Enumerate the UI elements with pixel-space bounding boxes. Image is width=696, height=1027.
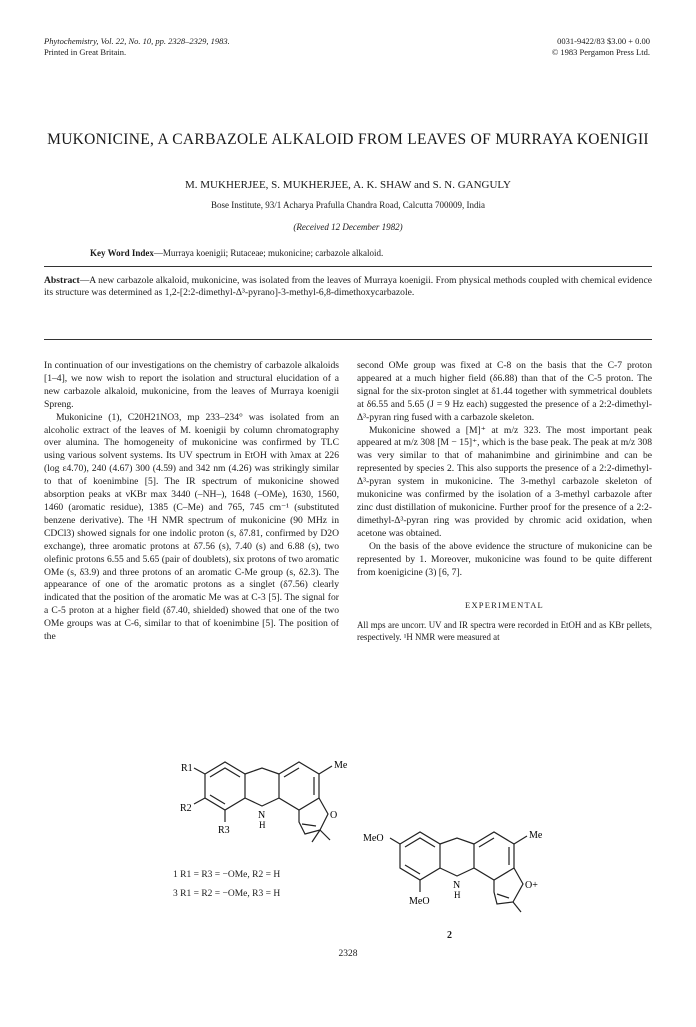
structure-2-number: 2 bbox=[447, 930, 452, 941]
rule-bottom bbox=[44, 339, 652, 340]
me-label: Me bbox=[334, 760, 348, 771]
nitrogen-label: N bbox=[258, 810, 266, 821]
page-number: 2328 bbox=[338, 949, 358, 959]
structure-2-diagram bbox=[355, 822, 555, 932]
oxygen-label: O bbox=[330, 810, 338, 821]
affiliation: Bose Institute, 93/1 Acharya Prafulla Chandra Road, Calcutta 700009, India bbox=[211, 200, 485, 210]
keyword-text: —Murraya koenigii; Rutaceae; mukonicine; carbazole alkaloid. bbox=[153, 248, 384, 258]
experimental-heading: EXPERIMENTAL bbox=[465, 600, 544, 611]
paragraph: Mukonicine showed a [M]⁺ at m/z 323. The most important peak appeared at m/z 308 [M − 15]⁺, which is the base peak. The peak at m/z 308 was very similar to that of mahanimbine and girinimbine and can be represented by species 2. This also supports the presence of a 2:2-dimethyl-Δ³-pyran system in mukonicine. The 3-methyl carbazole skeleton of mukonicine was confirmed by the isolation of a 3-methyl carbazole after zinc dust distillation of mukonicine. Further proof for the presence of a 2:2-dimethyl-Δ³-pyran ring was provided by chromic acid oxidation, when acetone was obtained. bbox=[357, 424, 652, 539]
legend-1: 1 R1 = R3 = −OMe, R2 = H bbox=[173, 870, 281, 880]
legend-3: 3 R1 = R2 = −OMe, R3 = H bbox=[173, 889, 281, 899]
copyright: © 1983 Pergamon Press Ltd. bbox=[551, 47, 650, 57]
r2-label: R2 bbox=[180, 803, 192, 814]
printed-in: Printed in Great Britain. bbox=[44, 47, 127, 57]
r1-label: R1 bbox=[181, 763, 193, 774]
price-code: 0031-9422/83 $3.00 + 0.00 bbox=[557, 36, 650, 46]
abstract bbox=[44, 275, 652, 300]
keyword-index bbox=[90, 248, 383, 258]
title-text: MUKONICINE, A CARBAZOLE ALKALOID FROM LEAVES OF MURRAYA KOENIGII bbox=[47, 131, 649, 148]
running-header-left bbox=[44, 36, 230, 58]
authors: M. MUKHERJEE, S. MUKHERJEE, A. K. SHAW and S. N. GANGULY bbox=[185, 179, 511, 191]
paragraph: second OMe group was fixed at C-8 on the basis that the C-7 proton appeared at a much higher field (δ6.88) than that of the C-5 proton. The signal for the six-proton singlet at δ1.44 together with symmetrical doublets at δ6.55 and 5.65 (J = 9 Hz each) suggested the presence of a 2:2-dimethyl-Δ³-pyran ring fused with a carbazole skeleton. bbox=[357, 360, 652, 423]
methoxy-bottom-label: MeO bbox=[409, 896, 430, 907]
right-column bbox=[357, 360, 652, 643]
paragraph: In continuation of our investigations on the chemistry of carbazole alkaloids [1–4], we now wish to report the isolation and structural elucidation of a new carbazole alkaloid, mukonicine, from the leaves of Murraya koenigii Spreng. bbox=[44, 360, 339, 410]
keyword-label: Key Word Index bbox=[90, 248, 154, 258]
rule-top bbox=[44, 266, 652, 267]
paragraph: On the basis of the above evidence the structure of mukonicine can be represented by 1. Moreover, mukonicine was found to be quite different from koenigicine (3) [6, 7]. bbox=[357, 540, 652, 578]
left-column bbox=[44, 360, 339, 644]
methoxy-top-label: MeO bbox=[363, 833, 384, 844]
experimental-text: All mps are uncorr. UV and IR spectra were recorded in EtOH and as KBr pellets, respectively. ¹H NMR were measured at bbox=[357, 620, 652, 642]
paragraph: Mukonicine (1), C20H21NO3, mp 233–234° was isolated from an alcoholic extract of the leaves of M. koenigii by column chromatography over alumina. The homogeneity of mukonicine was confirmed by TLC using various solvent systems. Its UV spectrum in EtOH with λmax at 226 (log ε4.70), 240 (4.67) 300 (4.59) and 342 nm (4.26) was strikingly similar to that of koenimbine [5]. The IR spectrum of mukonicine showed absorption peaks at νKBr max 3440 (–NH–), 1648 (–OMe), 1630, 1560, 1460 (aromatic residue), 1385 (C–Me) and 765, 745 cm⁻¹ (substituted benzene derivative). The ¹H NMR spectrum of mukonicine (90 MHz in CDCl3) showed signals for one indolic proton (s, δ7.81, confirmed by D2O exchange), three aromatic protons at δ7.56 (s), 7.40 (s) and 6.88 (s), two olefinic protons 6.55 and 5.65 (pair of doublets), six protons of two aromatic OMe (s, δ3.9) and three protons of an aromatic C-Me group (s, δ2.3). The appearance of one of the aromatic protons as a singlet (δ7.56) clearly indicated that the position of the aromatic Me was at C-3 [5]. The signal for a C-5 proton at a higher field (δ7.40, shielded) showed that one of the two OMe groups was at C-6, similar to that of koenimbine [5]. The position of the bbox=[44, 411, 339, 643]
oxonium-label: O+ bbox=[525, 880, 538, 891]
journal-citation: Phytochemistry, Vol. 22, No. 10, pp. 2328–2329, 1983. bbox=[44, 36, 230, 46]
received-date: (Received 12 December 1982) bbox=[293, 222, 403, 232]
me-label-2: Me bbox=[529, 830, 543, 841]
structure-1-diagram bbox=[150, 752, 380, 867]
abstract-label: Abstract bbox=[44, 275, 80, 286]
abstract-text: —A new carbazole alkaloid, mukonicine, was isolated from the leaves of Murraya koenigii. From physical methods coupled with chemical evidence its structure was determined as 1,2-[2:2-dimethyl-Δ³-pyrano]-3-methyl-6,8-dimethoxycarbazole. bbox=[44, 275, 652, 299]
article-title bbox=[40, 130, 656, 149]
r3-label: R3 bbox=[218, 825, 230, 836]
hydrogen-label-2: H bbox=[454, 890, 461, 900]
hydrogen-label: H bbox=[259, 820, 266, 830]
running-header-right bbox=[552, 36, 650, 58]
nitrogen-label-2: N bbox=[453, 880, 461, 891]
